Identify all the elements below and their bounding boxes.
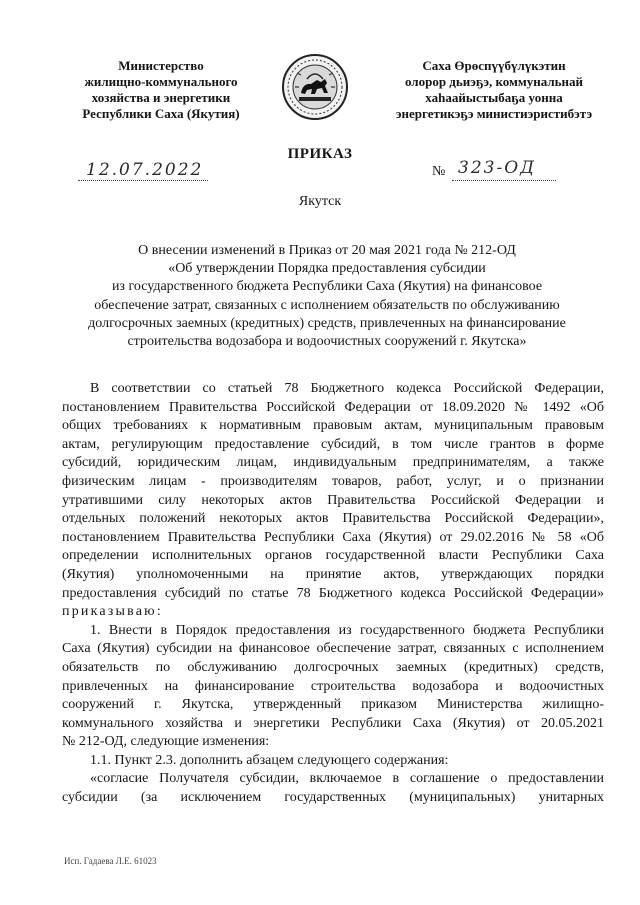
handwritten-order-number: 323-ОД	[458, 158, 536, 178]
body-line: постановлением Правительства Республики Саха (Якутия) от 29.02.2016 № 58 «Об	[62, 529, 604, 545]
subject-line: из государственного бюджета Республики Саха (Якутия) на финансовое	[111, 279, 543, 295]
body-line: «согласие Получателя субсидии, включаемое в соглашение о предоставлении	[90, 771, 604, 787]
ministry-sakha-line: Саха Өрөспүүбүлүкэтин	[422, 58, 566, 73]
coat-of-arms-icon	[281, 53, 349, 121]
subject-line: обеспечение затрат, связанных с исполнением обязательств по обслуживанию	[94, 297, 560, 313]
body-line: предоставления субсидий по статье 78 Бюджетного кодекса Российской Федерации»	[62, 585, 604, 601]
body-line: отдельных положений некоторых актов Правительства Российской Федерации»,	[62, 511, 604, 527]
issue-city: Якутск	[298, 194, 342, 209]
number-underline	[452, 180, 556, 181]
body-line: определении исполнительных органов государственной власти Республики Саха	[62, 548, 604, 564]
subject-line: долгосрочных заемных (кредитных) средств, привлеченных на финансирование	[88, 315, 566, 331]
subject-line: О внесении изменений в Приказ от 20 мая 2021 года № 212-ОД	[138, 243, 516, 258]
ministry-name-sakha	[374, 58, 614, 122]
ministry-sakha-line: хаһаайыстыбаҕа уонна	[425, 90, 563, 105]
ministry-name-russian	[56, 58, 266, 122]
order-directive: приказываю:	[62, 604, 163, 620]
body-line: общих требованиях к нормативным правовым актам, муниципальным правовым	[62, 418, 604, 434]
body-line: физическим лицам - производителям товаров, работ, услуг, и о признании	[62, 473, 604, 489]
subject-line: «Об утверждении Порядка предоставления субсидии	[168, 261, 486, 277]
body-line: утратившими силу некоторых актов Правительства Российской Федерации и	[62, 492, 604, 508]
ministry-ru-line: Республики Саха (Якутия)	[82, 106, 240, 121]
body-line: Саха (Якутия) субсидии на финансовое обеспечение затрат, связанных с исполнением	[62, 641, 604, 657]
body-line: сооружений г. Якутска, утвержденный приказом Министерства жилищно-	[62, 697, 604, 713]
number-sign: №	[432, 164, 446, 179]
body-line: постановлением Правительства Российской Федерации от 18.09.2020 № 1492 «Об	[62, 399, 604, 415]
order-body	[62, 380, 604, 808]
body-line: (Якутия) уполномоченными на принятие актов, утверждающих порядки	[62, 566, 604, 582]
body-line: субсидии (за исключением государственных (муниципальных) унитарных	[62, 790, 604, 806]
body-line: коммунального хозяйства и энергетики Республики Саха (Якутия) от 20.05.2021	[62, 715, 604, 731]
subject-line: строительства водозабора и водоочистных сооружений г. Якутска»	[127, 334, 527, 350]
ministry-sakha-line: энергетикэҕэ министиэристибэтэ	[395, 106, 593, 121]
body-line: В соответствии со статьей 78 Бюджетного кодекса Российской Федерации,	[90, 381, 604, 396]
body-line: актам, регулирующим предоставление субсидий, в том числе грантов в форме	[62, 436, 604, 452]
handwritten-date: 12.07.2022	[86, 160, 204, 180]
executor-note: Исп. Гадаева Л.Е. 61023	[64, 856, 157, 866]
order-subject	[62, 242, 592, 351]
document-type-title: ПРИКАЗ	[287, 146, 353, 162]
ministry-ru-line: хозяйства и энергетики	[91, 90, 231, 105]
ministry-ru-line: жилищно-коммунального	[84, 74, 238, 89]
body-line: 1. Внести в Порядок предоставления из государственного бюджета Республики	[90, 622, 604, 638]
body-line: 1.1. Пункт 2.3. дополнить абзацем следующего содержания:	[90, 752, 449, 768]
ministry-ru-line: Министерство	[118, 58, 204, 73]
ministry-sakha-line: олорор дьиэҕэ, коммунальнай	[404, 74, 584, 89]
body-line: субсидий, юридическим лицам, индивидуальным предпринимателям, а также	[62, 455, 604, 471]
body-line: № 212-ОД, следующие изменения:	[62, 734, 270, 750]
date-underline	[78, 180, 208, 181]
body-line: обязательств по обслуживанию долгосрочных заемных (кредитных) средств,	[62, 659, 604, 675]
body-line: привлеченных на финансирование строительства водозабора и водоочистных	[62, 678, 604, 694]
